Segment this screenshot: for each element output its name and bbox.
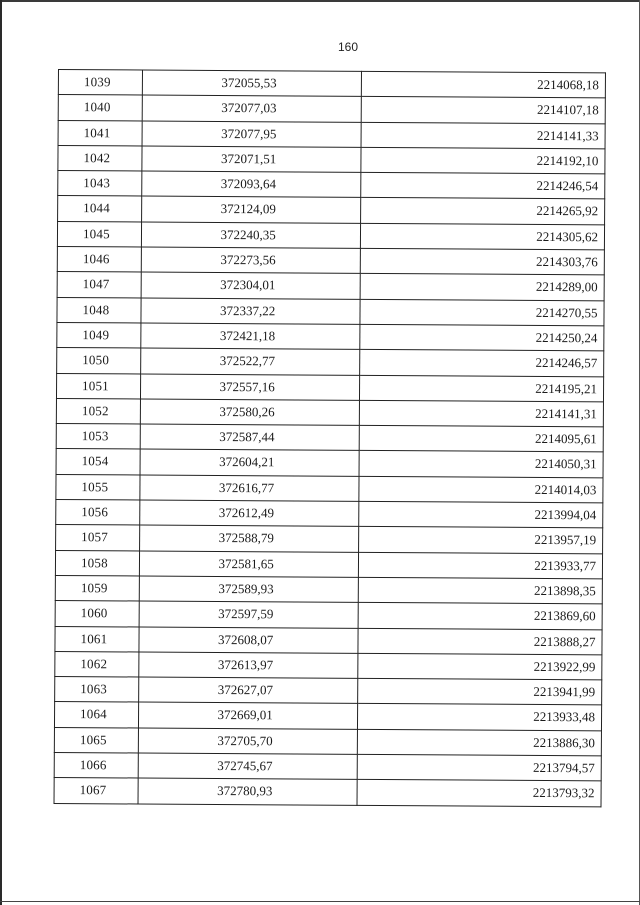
x-coordinate-cell: 372077,03 bbox=[142, 95, 362, 122]
y-coordinate-cell: 2214270,55 bbox=[360, 299, 604, 326]
x-coordinate-cell: 372337,22 bbox=[141, 298, 361, 325]
point-number-cell: 1050 bbox=[57, 348, 141, 374]
x-coordinate-cell: 372580,26 bbox=[140, 399, 360, 426]
point-number-cell: 1054 bbox=[56, 449, 140, 475]
y-coordinate-cell: 2214289,00 bbox=[361, 274, 605, 301]
y-coordinate-cell: 2214305,62 bbox=[361, 223, 605, 250]
point-number-cell: 1057 bbox=[56, 525, 140, 551]
point-number-cell: 1059 bbox=[55, 575, 139, 601]
table-row bbox=[56, 525, 603, 554]
coordinate-table-wrapper bbox=[54, 69, 606, 807]
table-row bbox=[54, 702, 601, 731]
table-row bbox=[56, 500, 603, 529]
table-row bbox=[56, 474, 603, 503]
point-number-cell: 1056 bbox=[56, 500, 140, 526]
page-number: 160 bbox=[337, 40, 359, 54]
table-row bbox=[55, 626, 602, 655]
point-number-cell: 1042 bbox=[58, 145, 142, 171]
x-coordinate-cell: 372522,77 bbox=[141, 348, 361, 375]
point-number-cell: 1052 bbox=[56, 398, 140, 424]
x-coordinate-cell: 372705,70 bbox=[138, 728, 358, 755]
y-coordinate-cell: 2213898,35 bbox=[359, 577, 603, 604]
x-coordinate-cell: 372124,09 bbox=[141, 196, 361, 223]
y-coordinate-cell: 2214265,92 bbox=[361, 198, 605, 225]
x-coordinate-cell: 372780,93 bbox=[138, 778, 358, 805]
y-coordinate-cell: 2213794,57 bbox=[358, 754, 602, 781]
y-coordinate-cell: 2214250,24 bbox=[360, 324, 604, 351]
point-number-cell: 1061 bbox=[55, 626, 139, 652]
scan-edge-bottom bbox=[0, 901, 640, 902]
point-number-cell: 1044 bbox=[58, 196, 142, 222]
x-coordinate-cell: 372077,95 bbox=[142, 121, 362, 148]
y-coordinate-cell: 2214141,33 bbox=[361, 122, 605, 149]
point-number-cell: 1064 bbox=[54, 702, 138, 728]
table-row bbox=[55, 575, 602, 604]
y-coordinate-cell: 2213922,99 bbox=[358, 653, 602, 680]
table-row bbox=[58, 95, 605, 124]
x-coordinate-cell: 372273,56 bbox=[141, 247, 361, 274]
table-row bbox=[55, 677, 602, 706]
table-row bbox=[58, 145, 605, 174]
x-coordinate-cell: 372669,01 bbox=[138, 702, 358, 729]
table-row bbox=[55, 651, 602, 680]
x-coordinate-cell: 372055,53 bbox=[142, 70, 362, 97]
x-coordinate-cell: 372608,07 bbox=[139, 627, 359, 654]
x-coordinate-cell: 372588,79 bbox=[139, 525, 359, 552]
y-coordinate-cell: 2213941,99 bbox=[358, 678, 602, 705]
x-coordinate-cell: 372616,77 bbox=[140, 475, 360, 502]
point-number-cell: 1040 bbox=[58, 95, 142, 121]
y-coordinate-cell: 2214050,31 bbox=[359, 451, 603, 478]
point-number-cell: 1046 bbox=[57, 247, 141, 273]
table-row bbox=[56, 424, 603, 453]
x-coordinate-cell: 372745,67 bbox=[138, 753, 358, 780]
y-coordinate-cell: 2213886,30 bbox=[358, 729, 602, 756]
y-coordinate-cell: 2214095,61 bbox=[360, 426, 604, 453]
point-number-cell: 1066 bbox=[54, 753, 138, 779]
point-number-cell: 1045 bbox=[57, 221, 141, 247]
x-coordinate-cell: 372304,01 bbox=[141, 272, 361, 299]
y-coordinate-cell: 2214195,21 bbox=[360, 375, 604, 402]
x-coordinate-cell: 372612,49 bbox=[140, 500, 360, 527]
table-row bbox=[54, 778, 601, 807]
point-number-cell: 1041 bbox=[58, 120, 142, 146]
point-number-cell: 1065 bbox=[54, 727, 138, 753]
table-row bbox=[54, 753, 601, 782]
point-number-cell: 1043 bbox=[58, 171, 142, 197]
point-number-cell: 1055 bbox=[56, 474, 140, 500]
x-coordinate-cell: 372071,51 bbox=[142, 146, 362, 173]
x-coordinate-cell: 372613,97 bbox=[139, 652, 359, 679]
table-row bbox=[54, 727, 601, 756]
y-coordinate-cell: 2213869,60 bbox=[359, 603, 603, 630]
table-row bbox=[58, 171, 605, 200]
x-coordinate-cell: 372557,16 bbox=[140, 374, 360, 401]
table-row bbox=[55, 550, 602, 579]
scan-edge-top bbox=[0, 0, 640, 2]
y-coordinate-cell: 2214141,31 bbox=[360, 400, 604, 427]
point-number-cell: 1039 bbox=[58, 70, 142, 96]
point-number-cell: 1062 bbox=[55, 651, 139, 677]
table-row bbox=[57, 247, 604, 276]
point-number-cell: 1063 bbox=[55, 677, 139, 703]
point-number-cell: 1053 bbox=[56, 424, 140, 450]
x-coordinate-cell: 372597,59 bbox=[139, 601, 359, 628]
x-coordinate-cell: 372421,18 bbox=[141, 323, 361, 350]
y-coordinate-cell: 2214246,54 bbox=[361, 173, 605, 200]
y-coordinate-cell: 2213933,48 bbox=[358, 704, 602, 731]
table-row bbox=[57, 221, 604, 250]
coordinate-table-body bbox=[54, 70, 605, 807]
table-row bbox=[55, 601, 602, 630]
table-row bbox=[56, 373, 603, 402]
y-coordinate-cell: 2213793,32 bbox=[357, 780, 601, 807]
x-coordinate-cell: 372581,65 bbox=[139, 551, 359, 578]
x-coordinate-cell: 372093,64 bbox=[142, 171, 362, 198]
y-coordinate-cell: 2213933,77 bbox=[359, 552, 603, 579]
x-coordinate-cell: 372627,07 bbox=[138, 677, 358, 704]
table-row bbox=[57, 297, 604, 326]
table-row bbox=[56, 449, 603, 478]
point-number-cell: 1051 bbox=[56, 373, 140, 399]
table-row bbox=[58, 120, 605, 149]
x-coordinate-cell: 372240,35 bbox=[141, 222, 361, 249]
y-coordinate-cell: 2213888,27 bbox=[358, 628, 602, 655]
y-coordinate-cell: 2214303,76 bbox=[361, 248, 605, 275]
table-row bbox=[58, 70, 605, 99]
point-number-cell: 1058 bbox=[55, 550, 139, 576]
y-coordinate-cell: 2214192,10 bbox=[361, 147, 605, 174]
point-number-cell: 1060 bbox=[55, 601, 139, 627]
x-coordinate-cell: 372589,93 bbox=[139, 576, 359, 603]
x-coordinate-cell: 372587,44 bbox=[140, 424, 360, 451]
point-number-cell: 1048 bbox=[57, 297, 141, 323]
table-row bbox=[57, 322, 604, 351]
point-number-cell: 1047 bbox=[57, 272, 141, 298]
table-row bbox=[56, 398, 603, 427]
table-row bbox=[57, 272, 604, 301]
y-coordinate-cell: 2213957,19 bbox=[359, 527, 603, 554]
table-row bbox=[57, 348, 604, 377]
y-coordinate-cell: 2214107,18 bbox=[362, 97, 606, 124]
y-coordinate-cell: 2214246,57 bbox=[360, 350, 604, 377]
y-coordinate-cell: 2213994,04 bbox=[359, 501, 603, 528]
y-coordinate-cell: 2214014,03 bbox=[359, 476, 603, 503]
scan-edge-left bbox=[0, 0, 2, 905]
point-number-cell: 1049 bbox=[57, 322, 141, 348]
point-number-cell: 1067 bbox=[54, 778, 138, 804]
table-row bbox=[58, 196, 605, 225]
y-coordinate-cell: 2214068,18 bbox=[362, 71, 606, 98]
x-coordinate-cell: 372604,21 bbox=[140, 449, 360, 476]
coordinate-table bbox=[54, 69, 606, 807]
